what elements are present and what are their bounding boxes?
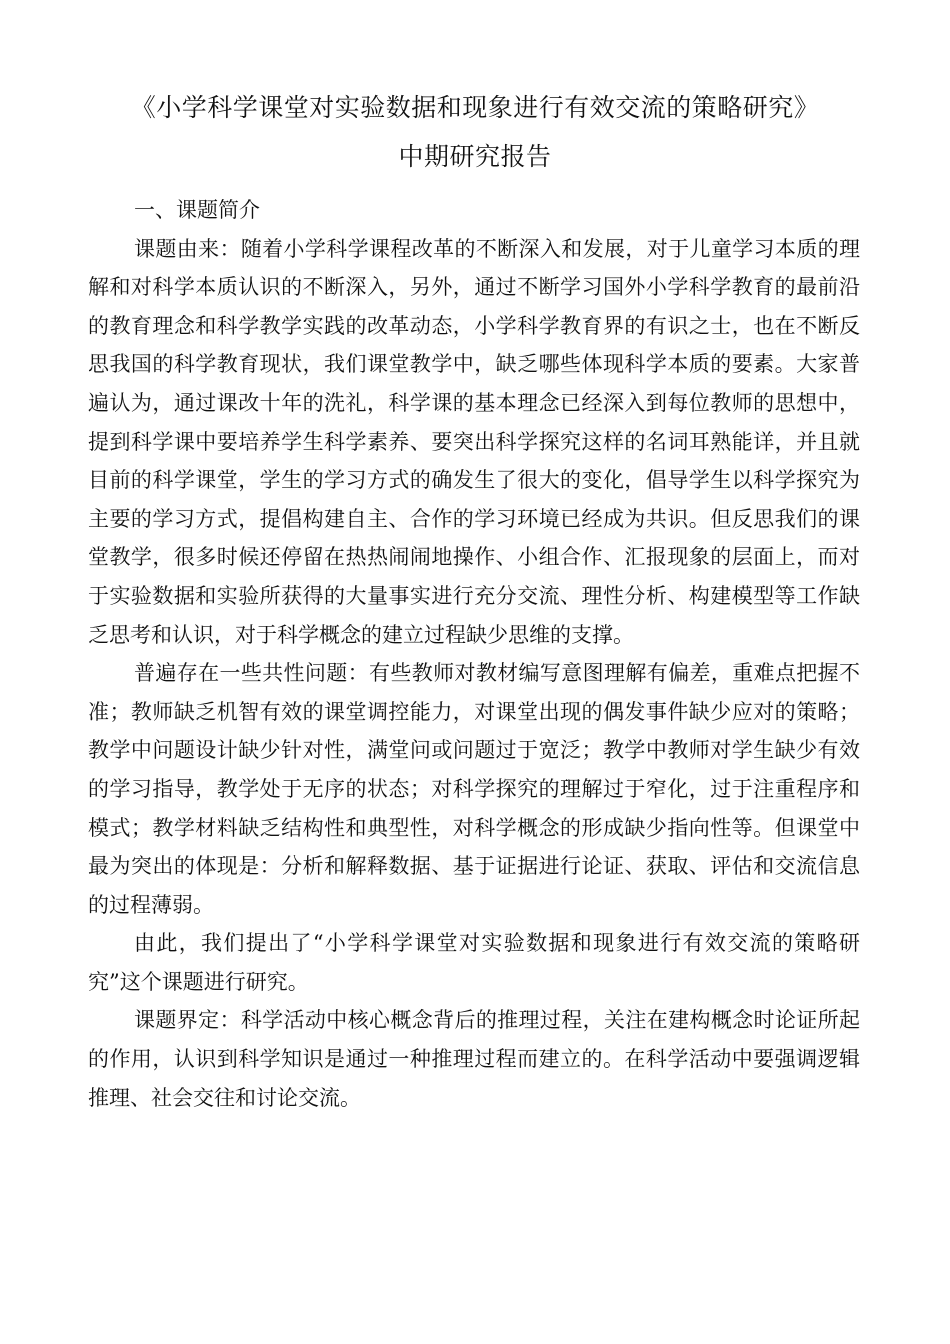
paragraph-origin: 课题由来：随着小学科学课程改革的不断深入和发展，对于儿童学习本质的理解和对科学本质认识的不断深入，另外，通过不断学习国外小学科学教育的最前沿的教育理念和科学教学实践的改革动态，小学科学教育界的有识之士，也在不断反思我国的科学教育现状，我们课堂教学中，缺乏哪些体现科学本质的要素。大家普遍认为，通过课改十年的洗礼，科学课的基本理念已经深入到每位教师的思想中，提到科学课中要培养学生科学素养、要突出科学探究这样的名词耳熟能详，并且就目前的科学课堂，学生的学习方式的确发生了很大的变化，倡导学生以科学探究为主要的学习方式，提倡构建自主、合作的学习环境已经成为共识。但反思我们的课堂教学，很多时候还停留在热热闹闹地操作、小组合作、汇报现象的层面上，而对于实验数据和实验所获得的大量事实进行充分交流、理性分析、构建模型等工作缺乏思考和认识，对于科学概念的建立过程缺少思维的支撑。 [88,236,860,647]
section-heading: 一、课题简介 [134,198,260,222]
document-title: 《小学科学课堂对实验数据和现象进行有效交流的策略研究》 [130,93,820,122]
paragraph-definition: 课题界定：科学活动中核心概念背后的推理过程，关注在建构概念时论证所起的作用，认识到科学知识是通过一种推理过程而建立的。在科学活动中要强调逻辑推理、社会交往和讨论交流。 [88,1008,860,1110]
document-subtitle: 中期研究报告 [398,142,552,171]
paragraph-proposal: 由此，我们提出了“小学科学课堂对实验数据和现象进行有效交流的策略研究”这个课题进行研究。 [88,931,860,994]
paragraph-common-problems: 普遍存在一些共性问题：有些教师对教材编写意图理解有偏差，重难点把握不准；教师缺乏机智有效的课堂调控能力，对课堂出现的偶发事件缺少应对的策略；教学中问题设计缺少针对性，满堂问或问题过于宽泛；教学中教师对学生缺少有效的学习指导，教学处于无序的状态；对科学探究的理解过于窄化，过于注重程序和模式；教学材料缺乏结构性和典型性，对科学概念的形成缺少指向性等。但课堂中最为突出的体现是：分析和解释数据、基于证据进行论证、获取、评估和交流信息的过程薄弱。 [88,661,860,917]
document-body [88,191,860,1117]
